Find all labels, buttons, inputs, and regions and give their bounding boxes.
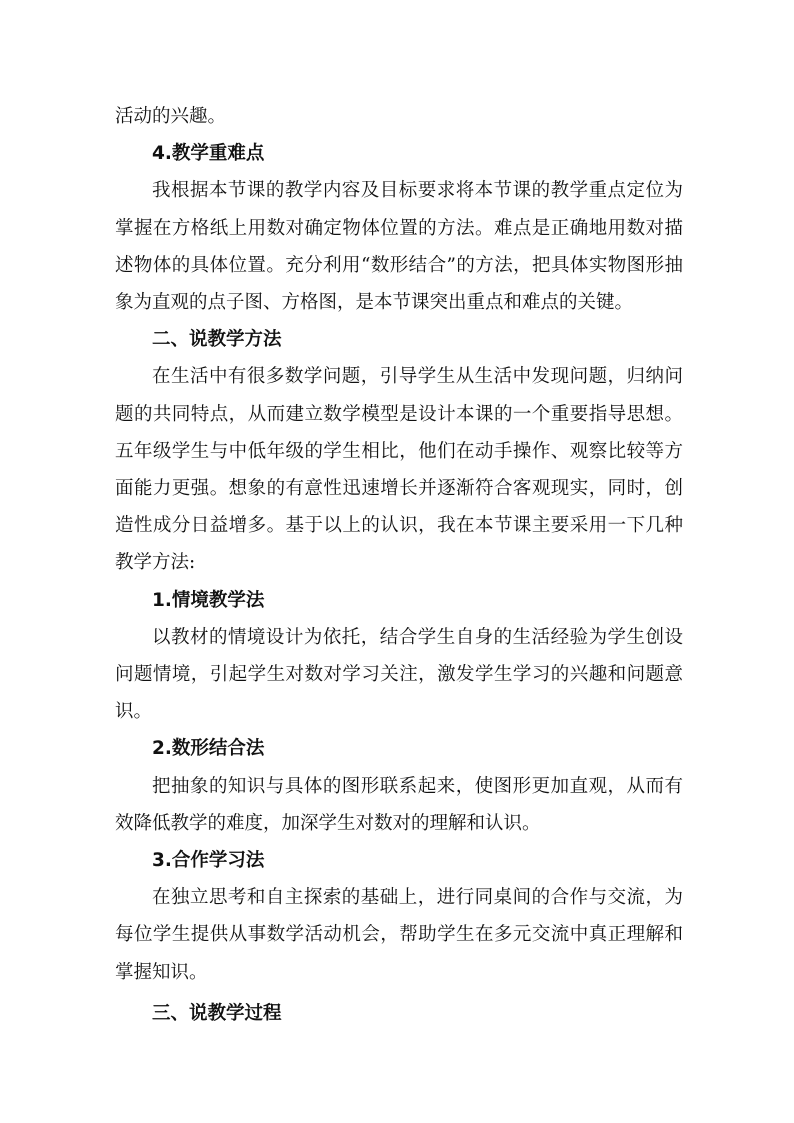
heading-situational-teaching: 1.情境教学法 (152, 589, 265, 611)
heading-teaching-key-points: 4.教学重难点 (152, 143, 265, 165)
paragraph-key-points: 我根据本节课的教学内容及目标要求将本节课的教学重点定位为掌握在方格纸上用数对确定物体位置的方法。难点是正确地用数对描述物体的具体位置。充分利用“数形结合”的方法，把具体实物图形抽象为直观的点子图、方格图，是本节课突出重点和难点的关键。 (115, 180, 683, 314)
paragraph-situational-teaching: 以教材的情境设计为依托，结合学生自身的生活经验为学生创设问题情境，引起学生对数对学习关注，激发学生学习的兴趣和问题意识。 (115, 626, 683, 723)
paragraph-methods-intro: 在生活中有很多数学问题，引导学生从生活中发现问题，归纳问题的共同特点，从而建立数学模型是设计本课的一个重要指导思想。五年级学生与中低年级的学生相比，他们在动手操作、观察比较等方面能力更强。想象的有意性迅速增长并逐渐符合客观现实，同时，创造性成分日益增多。基于以上的认识，我在本节课主要采用一下几种教学方法: (115, 366, 683, 574)
paragraph-number-shape-method: 把抽象的知识与具体的图形联系起来，使图形更加直观，从而有效降低教学的难度，加深学生对数对的理解和认识。 (115, 775, 683, 834)
paragraph-cooperative-learning: 在独立思考和自主探索的基础上，进行同桌间的合作与交流，为每位学生提供从事数学活动机会，帮助学生在多元交流中真正理解和掌握知识。 (115, 887, 683, 983)
heading-teaching-methods: 二、说教学方法 (152, 329, 282, 351)
heading-number-shape-method: 2.数形结合法 (152, 738, 265, 760)
document-body (115, 98, 683, 1032)
paragraph-continuation: 活动的兴趣。 (115, 106, 227, 127)
heading-teaching-process: 三、说教学过程 (152, 1002, 282, 1024)
heading-cooperative-learning: 3.合作学习法 (152, 850, 265, 872)
